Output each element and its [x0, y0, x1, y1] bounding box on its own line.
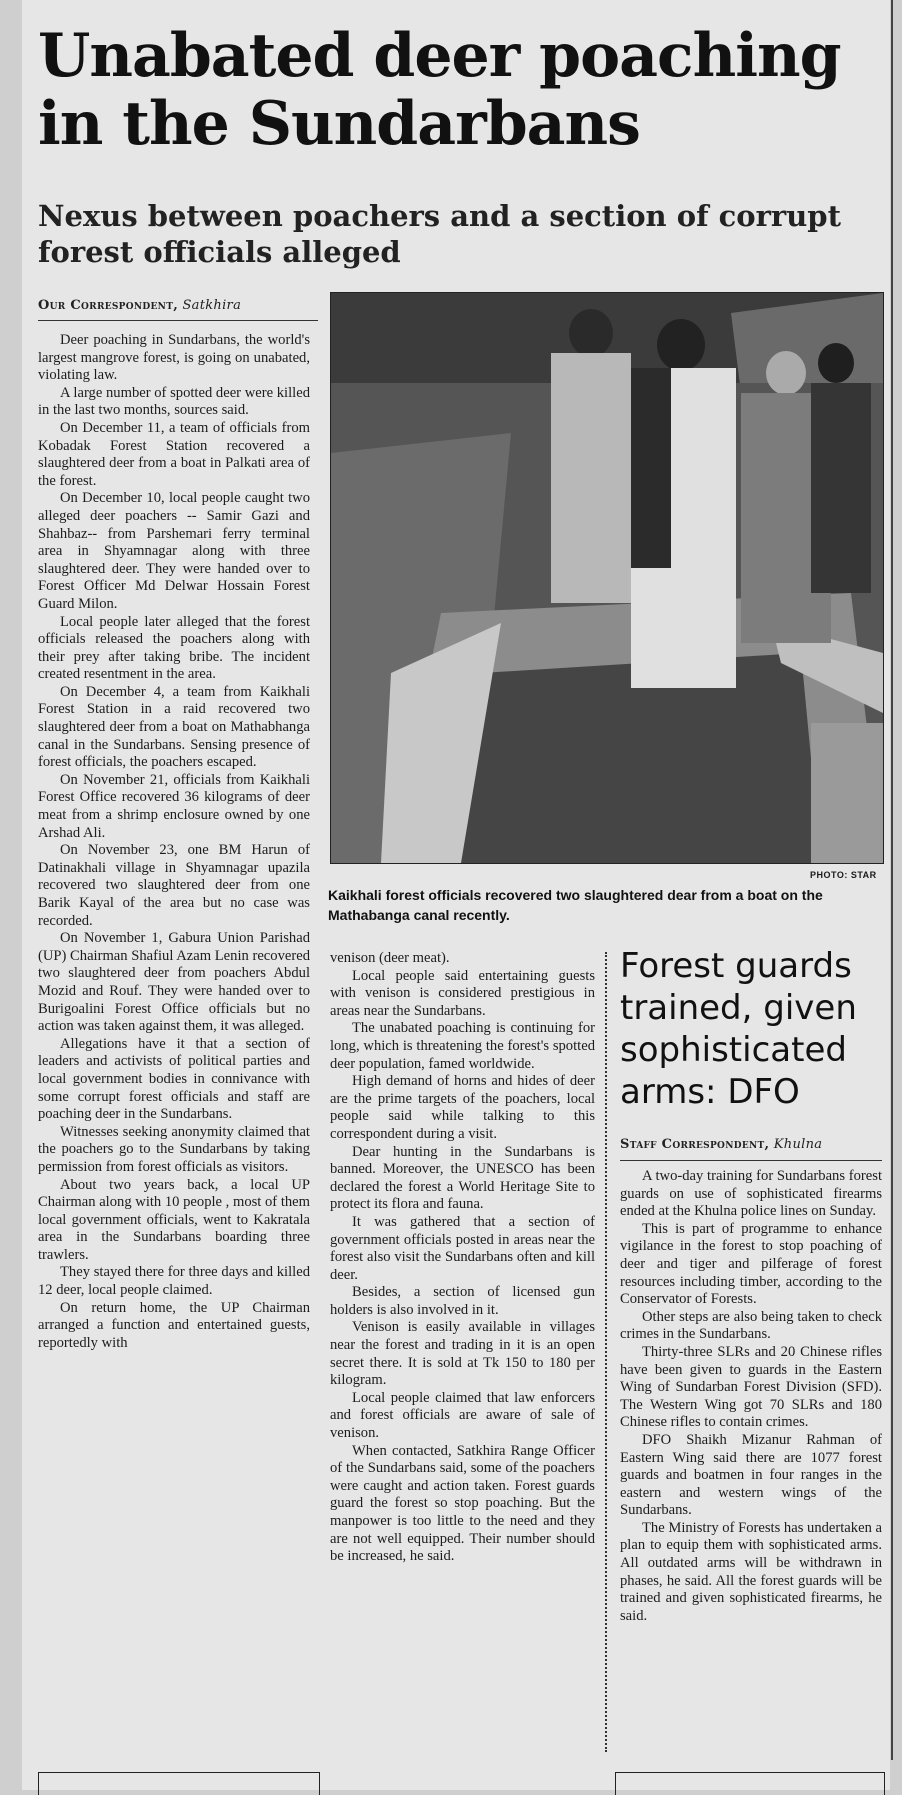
article-paragraph: A large number of spotted deer were killed in the last two months, sources said. — [38, 384, 310, 419]
next-item-border-right — [615, 1772, 885, 1795]
photo-credit: PHOTO: STAR — [810, 870, 877, 880]
article-column-1 — [38, 332, 310, 1352]
article-paragraph: On return home, the UP Chairman arranged a function and entertained guests, reportedly with — [38, 1299, 310, 1351]
article-paragraph: On November 23, one BM Harun of Datinakhali village in Shyamnagar upazila recovered two slaughtered deer from one Barik Kayal of the area but no case was recorded. — [38, 842, 310, 929]
byline-place: Satkhira — [182, 298, 242, 313]
sidebar-paragraph: This is part of programme to enhance vigilance in the forest to stop poaching of deer and tiger and pilferage of forest resources including timber, according to the Conservator of Forests. — [620, 1220, 882, 1308]
next-item-border-left — [38, 1772, 320, 1795]
column-rule — [891, 0, 893, 1760]
article-paragraph: On December 11, a team of officials from Kobadak Forest Station recovered a slaughtered deer from a boat in Palkati area of the forest. — [38, 419, 310, 489]
sidebar-paragraph: Other steps are also being taken to check crimes in the Sundarbans. — [620, 1308, 882, 1343]
sidebar-headline: Forest guards trained, given sophisticated arms: DFO — [620, 946, 857, 1112]
sidebar-byline-rule — [620, 1160, 882, 1161]
article-paragraph: On November 21, officials from Kaikhali Forest Office recovered 36 kilograms of deer meat from a shrimp enclosure owned by one Arshad Ali. — [38, 771, 310, 841]
photo-forest-officials-boat — [331, 293, 883, 863]
article-paragraph: Local people said entertaining guests with venison is considered prestigious in areas near the Sundarbans. — [330, 967, 595, 1019]
article-paragraph: Witnesses seeking anonymity claimed that the poachers go to the Sundarbans by taking permission from forest officials as visitors. — [38, 1123, 310, 1175]
article-paragraph: Local people later alleged that the forest officials released the poachers along with their prey after taking bribe. The incident created resentment in the area. — [38, 613, 310, 683]
sidebar-byline — [620, 1137, 822, 1152]
sidebar-paragraph: A two-day training for Sundarbans forest guards on use of sophisticated firearms ended at the Khulna police lines on Sunday. — [620, 1168, 882, 1220]
sidebar-paragraph: DFO Shaikh Mizanur Rahman of Eastern Wing said there are 1077 forest guards and boatmen in four ranges in the eastern and western wings of the Sundarbans. — [620, 1431, 882, 1519]
article-paragraph: It was gathered that a section of government officials posted in areas near the forest also visit the Sundarbans often and kill deer. — [330, 1213, 595, 1283]
subheadline: Nexus between poachers and a section of corrupt forest officials alleged — [38, 199, 841, 269]
article-paragraph: Dear hunting in the Sundarbans is banned. Moreover, the UNESCO has been declared the forest a World Heritage Site to protect its flora and fauna. — [330, 1143, 595, 1213]
byline-name: Our Correspondent, — [38, 298, 179, 313]
article-paragraph: Venison is easily available in villages near the forest and trading in it is an open secret there. It is sold at Tk 150 to 180 per kilogram. — [330, 1319, 595, 1389]
article-paragraph: Deer poaching in Sundarbans, the world's largest mangrove forest, is going on unabated, violating law. — [38, 332, 310, 384]
article-paragraph: High demand of horns and hides of deer are the prime targets of the poachers, local people said while talking to this correspondent during a visit. — [330, 1073, 595, 1142]
article-paragraph: On December 10, local people caught two alleged deer poachers -- Samir Gazi and Shahbaz-- from Parshemari ferry terminal area in Shyamnagar along with three slaughtered deer. They were handed over to Forest Officer Md Delwar Hossain Forest Guard Milon. — [38, 490, 310, 612]
article-column-2 — [330, 950, 595, 1566]
sidebar-byline-place: Khulna — [773, 1137, 823, 1152]
article-paragraph: Besides, a section of licensed gun holders is also involved in it. — [330, 1284, 595, 1318]
article-paragraph: When contacted, Satkhira Range Officer of the Sundarbans said, some of the poachers were caught and action taken. Forest guards guard the forest so stop poaching. But the manpower is too little to the need and they are not well equipped. Their number should be increased, he said. — [330, 1442, 595, 1565]
sidebar-column — [620, 1168, 882, 1625]
byline — [38, 298, 241, 313]
article-paragraph: The unabated poaching is continuing for long, which is threatening the forest's spotted deer population, famed worldwide. — [330, 1020, 595, 1072]
article-paragraph: venison (deer meat). — [330, 950, 450, 966]
column-divider — [605, 952, 607, 1752]
byline-rule — [38, 320, 318, 321]
article-paragraph: They stayed there for three days and killed 12 deer, local people claimed. — [38, 1264, 310, 1299]
sidebar-paragraph: Thirty-three SLRs and 20 Chinese rifles have been given to guards in the Eastern Wing of Sundarban Forest Division (SFD). The Western Wing got 70 SLRs and 180 Chinese rifles to contain crimes. — [620, 1343, 882, 1431]
article-paragraph: On December 4, a team from Kaikhali Forest Station in a raid recovered two slaughtered deer from a boat on Mathabhanga canal in the Sundarbans. Sensing presence of forest officials, the poachers escaped. — [38, 683, 310, 771]
headline: Unabated deer poaching in the Sundarbans — [38, 21, 841, 159]
article-paragraph: On November 1, Gabura Union Parishad (UP) Chairman Shafiul Azam Lenin recovered two slaughtered deer from poachers Abdul Mozid and Rouf. They were handed over to Burigoalini Forest Office officials but no action was taken against them, it was alleged. — [38, 930, 310, 1035]
article-paragraph: Allegations have it that a section of leaders and activists of political parties and local government bodies in connivance with some corrupt forest officials and staff are poaching deer in the Sundarbans. — [38, 1035, 310, 1123]
news-photo — [330, 292, 884, 864]
sidebar-byline-name: Staff Correspondent, — [620, 1137, 770, 1152]
photo-caption: Kaikhali forest officials recovered two slaughtered dear from a boat on the Mathabanga canal recently. — [328, 887, 823, 923]
article-paragraph: About two years back, a local UP Chairman along with 10 people , most of them local government officials, went to Kakratala area in the Sundarbans boarding three trawlers. — [38, 1176, 310, 1263]
article-paragraph: Local people claimed that law enforcers and forest officials are aware of sale of venison. — [330, 1389, 595, 1442]
sidebar-paragraph: The Ministry of Forests has undertaken a plan to equip them with sophisticated arms. All outdated arms will be withdrawn in phases, he said. All the forest guards will be trained and given sophisticated firearms, he said. — [620, 1519, 882, 1624]
